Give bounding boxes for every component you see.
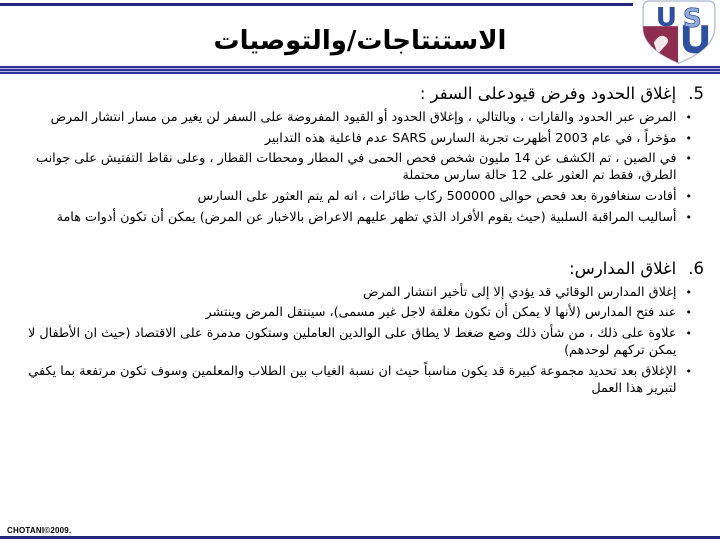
bullet-text: المرض عبر الحدود والقارات ، وبالتالي ، وإغلاق الحدود أو القيود المفروضة على السفر لن يغير من مسار انتشار المرض [50,109,677,125]
bullet-list [16,108,704,227]
section-heading-row [16,259,704,280]
list-item [16,285,692,302]
bullet-icon: • [685,365,692,379]
bullet-text: مؤخراً ، في عام 2003 أظهرت تجربة السارس SARS عدم فاعلية هذه التدابير [264,130,677,146]
section-number: 6. [688,258,704,278]
bottom-rule [0,536,720,539]
section-school-closure [16,259,704,398]
list-item [16,326,692,360]
list-item [16,110,692,127]
bullet-text: عند فتح المدارس (لأنها لا يمكن أن تكون مغلقة لاجل غير مسمى)، سينتقل المرض وينتشر [205,305,677,321]
bullet-text: إغلاق المدارس الوقائي قد يؤدي إلا إلى تأخير انتشار المرض [362,284,677,300]
logo-letter-u: U [655,3,677,34]
top-rule [0,3,633,6]
slide-title: الاستنتاجات/والتوصيات [213,26,507,56]
title-divider-rule [0,66,720,74]
list-item [16,210,692,227]
bullet-icon: • [685,327,692,341]
logo-letter-s: S [682,4,702,35]
section-border-closure [16,84,704,227]
bullet-text: في الصين ، تم الكشف عن 14 مليون شخص فحص الحمى في المطار ومحطات القطار ، وعلى نقاط التفتيش على جوانب الطرق، فقط تم العثور على 12 حالة سارس محتملة [36,151,677,184]
list-item [16,305,692,322]
bullet-text: أفادت سنغافورة بعد فحص حوالى 500000 ركاب طائرات ، انه لم يتم العثور على السارس [197,189,677,205]
list-item [16,131,692,148]
bullet-icon: • [685,110,692,124]
bullet-icon: • [685,152,692,166]
bullet-icon: • [685,306,692,320]
section-number: 5. [688,84,704,103]
copyright-note: CHOTANI©2009. [7,526,72,535]
bullet-text: علاوة على ذلك ، من شأن ذلك وضع ضغط لا يطاق على الوالدين العاملين وستكون مدمرة على الاقتصاد (حيث ان الأطفال لا يمكن تركهم لوحدهم) [27,326,677,359]
list-item [16,364,692,398]
bullet-text: الإغلاق بعد تحديد مجموعة كبيرة قد يكون مناسباً حيث ان نسبة الغياب بين الطلاب والمعلمين وسوف تكون مرتفعة بما يكفي لتبرير هذا العمل [28,364,677,397]
bullet-icon: • [685,211,692,225]
bullet-icon: • [685,190,692,204]
section-heading: إغلاق الحدود وفرض قيودعلى السفر : [419,84,677,103]
list-item [16,151,692,185]
slide-body [16,84,704,402]
bullet-icon: • [685,131,692,145]
bullet-icon: • [685,285,692,299]
section-heading: اغلاق المدارس: [569,258,677,278]
list-item [16,189,692,206]
bullet-text: أساليب المراقبة السلبية (حيث يقوم الأفراد الذي تظهر عليهم الاعراض بالاخبار عن المرض) يمكن أن تكون أدوات هامة [56,210,677,226]
bullet-list [16,283,704,398]
section-heading-row [16,84,704,105]
